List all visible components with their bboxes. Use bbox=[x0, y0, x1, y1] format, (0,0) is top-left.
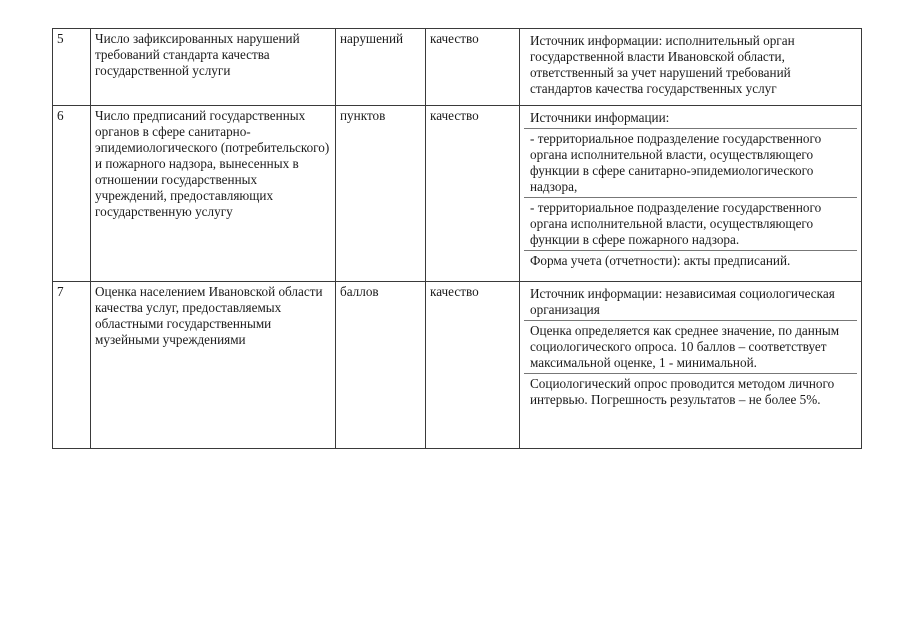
table-row bbox=[53, 29, 862, 106]
source-text: Форма учета (отчетности): акты предписаний. bbox=[530, 253, 791, 268]
unit-of-measure: пунктов bbox=[336, 106, 426, 282]
information-source bbox=[520, 29, 862, 106]
source-text: - территориальное подразделение государственного органа исполнительной власти, осуществляющего функции в сфере пожарного надзора. bbox=[524, 198, 857, 251]
row-number: 7 bbox=[53, 282, 91, 449]
unit-of-measure: баллов bbox=[336, 282, 426, 449]
source-text: Источник информации: независимая социологическая организация bbox=[524, 284, 857, 321]
indicator-name: Число предписаний государственных органов в сфере санитарно-эпидемиологического (потребительского) и пожарного надзора, вынесенных в отношении государственных учреждений, предоставляющих государственную услугу bbox=[91, 106, 336, 282]
table-row bbox=[53, 282, 862, 449]
source-text: Социологический опрос проводится методом личного интервью. Погрешность результатов – не более 5%. bbox=[530, 376, 835, 407]
indicator-name: Оценка населением Ивановской области качества услуг, предоставляемых областными государственными музейными учреждениями bbox=[91, 282, 336, 449]
source-text: Источник информации: исполнительный орган государственной власти Ивановской области, ответственный за учет нарушений требований стандартов качества государственных услуг bbox=[530, 33, 795, 96]
table-row bbox=[53, 106, 862, 282]
indicator-type: качество bbox=[426, 282, 520, 449]
row-number: 5 bbox=[53, 29, 91, 106]
information-source bbox=[520, 282, 862, 449]
indicator-name: Число зафиксированных нарушений требований стандарта качества государственной услуги bbox=[91, 29, 336, 106]
indicators-table bbox=[52, 28, 862, 449]
source-text: Источники информации: bbox=[524, 108, 857, 129]
indicator-type: качество bbox=[426, 106, 520, 282]
source-text: Оценка определяется как среднее значение, по данным социологического опроса. 10 баллов – соответствует максимальной оценке, 1 - минимальной. bbox=[524, 321, 857, 374]
row-number: 6 bbox=[53, 106, 91, 282]
indicator-type: качество bbox=[426, 29, 520, 106]
information-source bbox=[520, 106, 862, 282]
unit-of-measure: нарушений bbox=[336, 29, 426, 106]
source-text: - территориальное подразделение государственного органа исполнительной власти, осуществляющего функции в сфере санитарно-эпидемиологического надзора, bbox=[524, 129, 857, 198]
